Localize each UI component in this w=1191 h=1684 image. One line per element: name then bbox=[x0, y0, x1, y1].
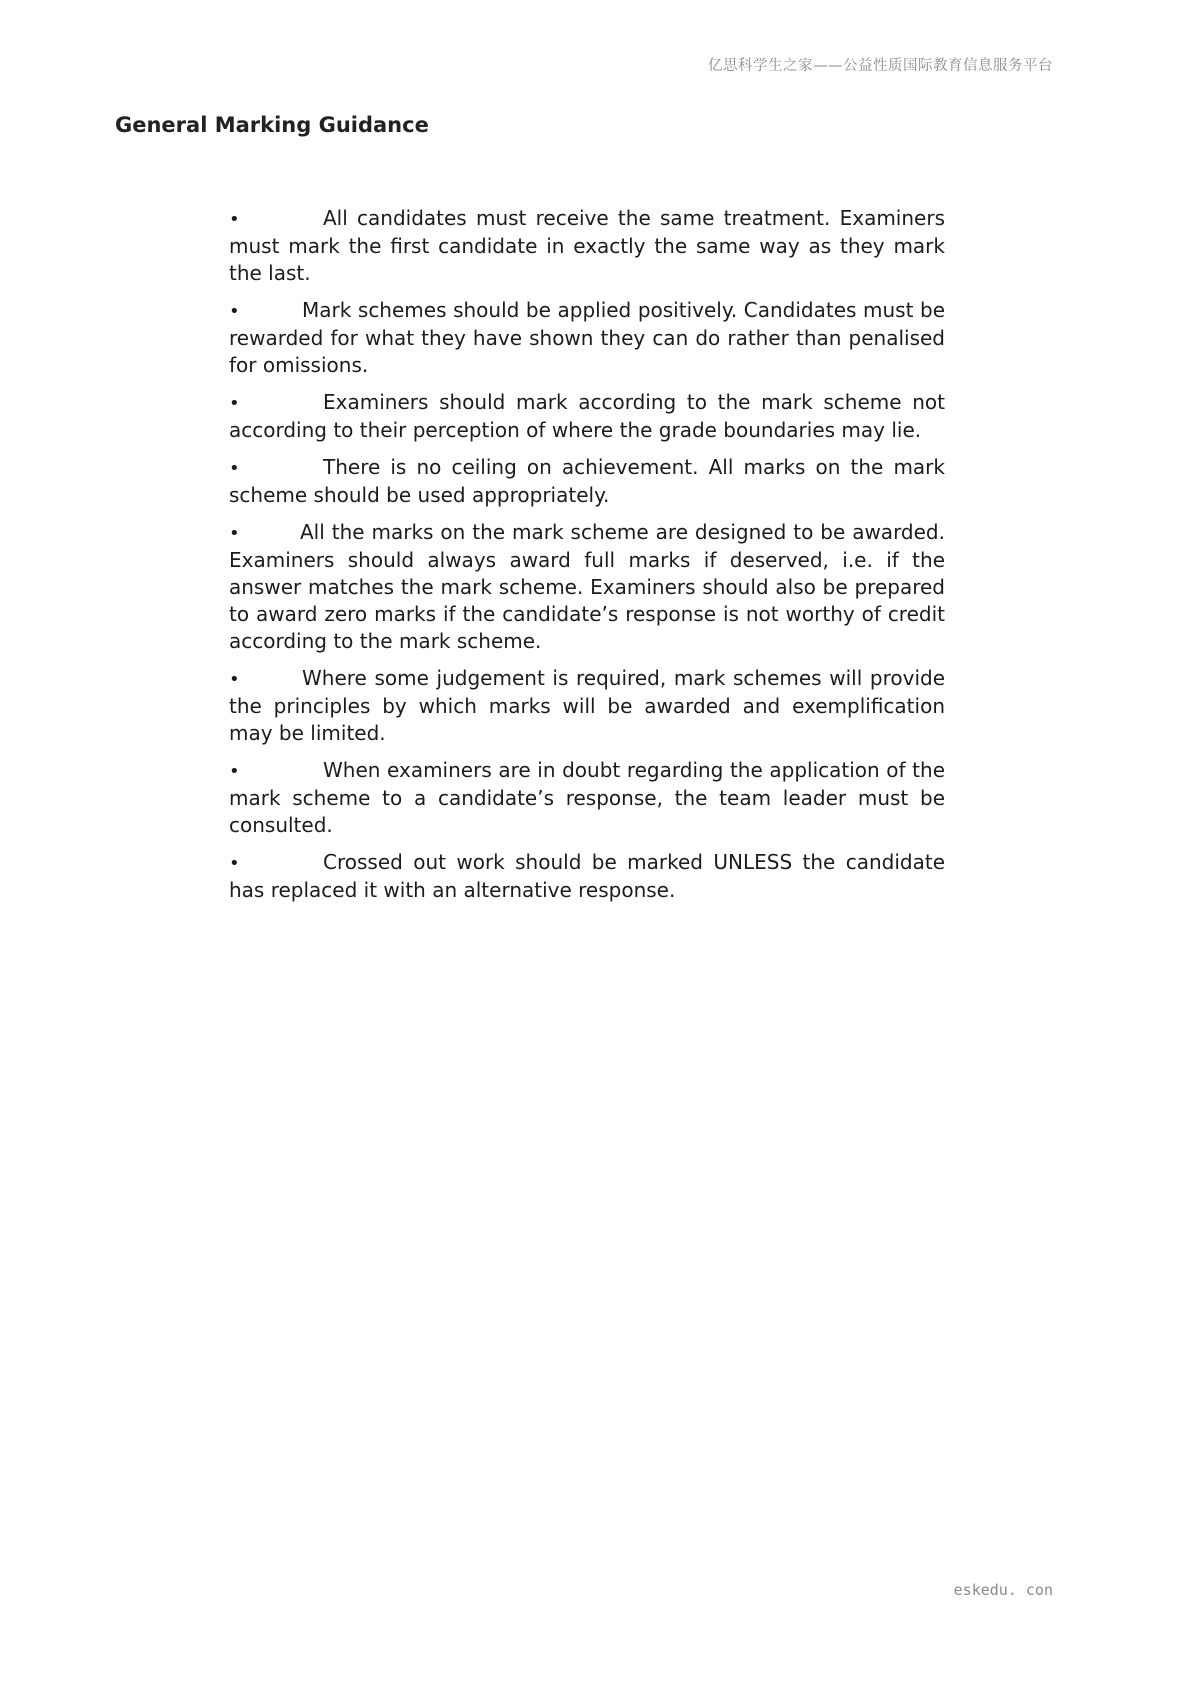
footer-watermark: eskedu. con bbox=[953, 1581, 1053, 1599]
bullet-icon: • bbox=[229, 669, 240, 690]
guidance-item-text: Mark schemes should be applied positively. Candidates must be rewarded for what they have shown they can do rather than penalised for omissions. bbox=[229, 298, 945, 377]
guidance-item-text: All candidates must receive the same treatment. Examiners must mark the first candidate in exactly the same way as they mark the last. bbox=[229, 206, 945, 285]
guidance-item-1 bbox=[229, 205, 945, 287]
guidance-item-text: When examiners are in doubt regarding the application of the mark scheme to a candidate’s response, the team leader must be consulted. bbox=[229, 758, 945, 837]
guidance-item-2 bbox=[229, 297, 945, 379]
bullet-icon: • bbox=[229, 853, 240, 874]
guidance-item-text: There is no ceiling on achievement. All marks on the mark scheme should be used appropriately. bbox=[229, 455, 945, 507]
guidance-item-text: All the marks on the mark scheme are designed to be awarded. Examiners should always award full marks if deserved, i.e. if the answer matches the mark scheme. Examiners should also be prepared to award zero marks if the candidate’s response is not worthy of credit according to the mark scheme. bbox=[229, 520, 945, 653]
guidance-item-text: Where some judgement is required, mark schemes will provide the principles by which marks will be awarded and exemplification may be limited. bbox=[229, 666, 945, 745]
bullet-icon: • bbox=[229, 393, 240, 414]
bullet-icon: • bbox=[229, 458, 240, 479]
guidance-item-text: Examiners should mark according to the mark scheme not according to their perception of where the grade boundaries may lie. bbox=[229, 390, 945, 442]
guidance-item-8 bbox=[229, 849, 945, 904]
guidance-item-text: Crossed out work should be marked UNLESS the candidate has replaced it with an alternative response. bbox=[229, 850, 945, 902]
bullet-icon: • bbox=[229, 301, 240, 322]
bullet-icon: • bbox=[229, 761, 240, 782]
bullet-icon: • bbox=[229, 523, 240, 544]
guidance-item-5 bbox=[229, 519, 945, 655]
guidance-item-4 bbox=[229, 454, 945, 509]
guidance-item-7 bbox=[229, 757, 945, 839]
guidance-item-3 bbox=[229, 389, 945, 444]
page-title: General Marking Guidance bbox=[115, 113, 429, 137]
guidance-list bbox=[229, 205, 945, 914]
header-watermark: 亿思科学生之家——公益性质国际教育信息服务平台 bbox=[708, 58, 1053, 74]
bullet-icon: • bbox=[229, 209, 240, 230]
guidance-item-6 bbox=[229, 665, 945, 747]
